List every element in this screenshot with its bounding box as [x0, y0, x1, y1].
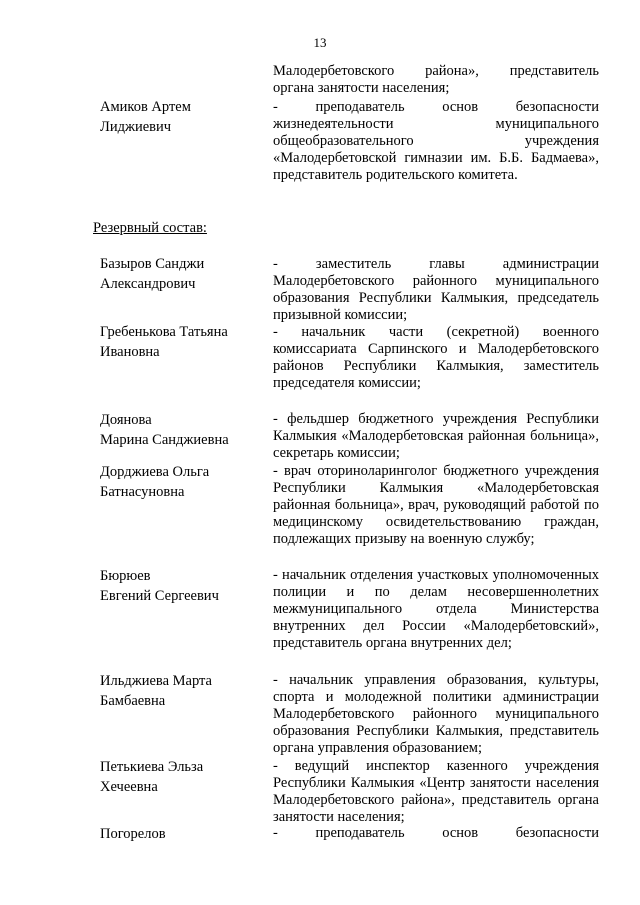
continuation-text — [273, 63, 599, 97]
member-name: Амиков Артем Лиджиевич — [100, 99, 191, 135]
member-description: - врач оториноларинголог бюджетного учреждения Республики Калмыкия «Малодербетовская районная больница», врач, руководящий работой по медицинскому освидетельствованию граждан, подлежащих призыву на военную службу; — [273, 463, 599, 547]
member-name: Базыров Санджи Александрович — [100, 256, 205, 292]
member-name: Ильджиева Марта Бамбаевна — [100, 673, 212, 709]
member-name: Бюрюев Евгений Сергеевич — [100, 568, 219, 604]
page-number: 13 — [313, 35, 327, 50]
member-description: - начальник части (секретной) военного комиссариата Сарпинского и Малодербетовского районов Республики Калмыкия, заместитель председателя комиссии; — [273, 324, 599, 391]
continuation-line-2: органа занятости населения; — [273, 80, 450, 96]
member-name: Петькиева Эльза Хечеевна — [100, 759, 204, 795]
member-description: - заместитель главы администрации Малодербетовского районного муниципального образования Республики Калмыкия, председатель призывной комиссии; — [273, 256, 599, 323]
member-description: - ведущий инспектор казенного учреждения Республики Калмыкия «Центр занятости населения Малодербетовского района», представитель органа занятости населения; — [273, 758, 599, 825]
member-name: Погорелов — [100, 826, 166, 842]
member-description: - преподаватель основ безопасности жизнедеятельности муниципального общеобразовательного учреждения «Малодербетовской гимназии им. Б.Б. Бадмаева», представитель родительского комитета. — [273, 99, 599, 183]
member-name: Доянова Марина Санджиевна — [100, 412, 229, 448]
member-description: - преподаватель основ безопасности — [273, 825, 599, 841]
member-name: Дорджиева Ольга Батнасуновна — [100, 464, 210, 500]
member-description: - фельдшер бюджетного учреждения Республики Калмыкия «Малодербетовская районная больница», секретарь комиссии; — [273, 411, 599, 461]
continuation-line-1: Малодербетовского района», представитель — [273, 63, 599, 79]
reserve-section-title: Резервный состав: — [93, 220, 207, 236]
member-description: - начальник отделения участковых уполномоченных полиции и по делам несовершеннолетних межмуниципального отдела Министерства внутренних дел России «Малодербетовский», представитель органа внутренних дел; — [273, 567, 599, 651]
member-name: Гребенькова Татьяна Ивановна — [100, 324, 228, 360]
member-description: - начальник управления образования, культуры, спорта и молодежной политики администрации Малодербетовского районного муниципального образования Республики Калмыкия, представитель органа управления образованием; — [273, 672, 599, 756]
